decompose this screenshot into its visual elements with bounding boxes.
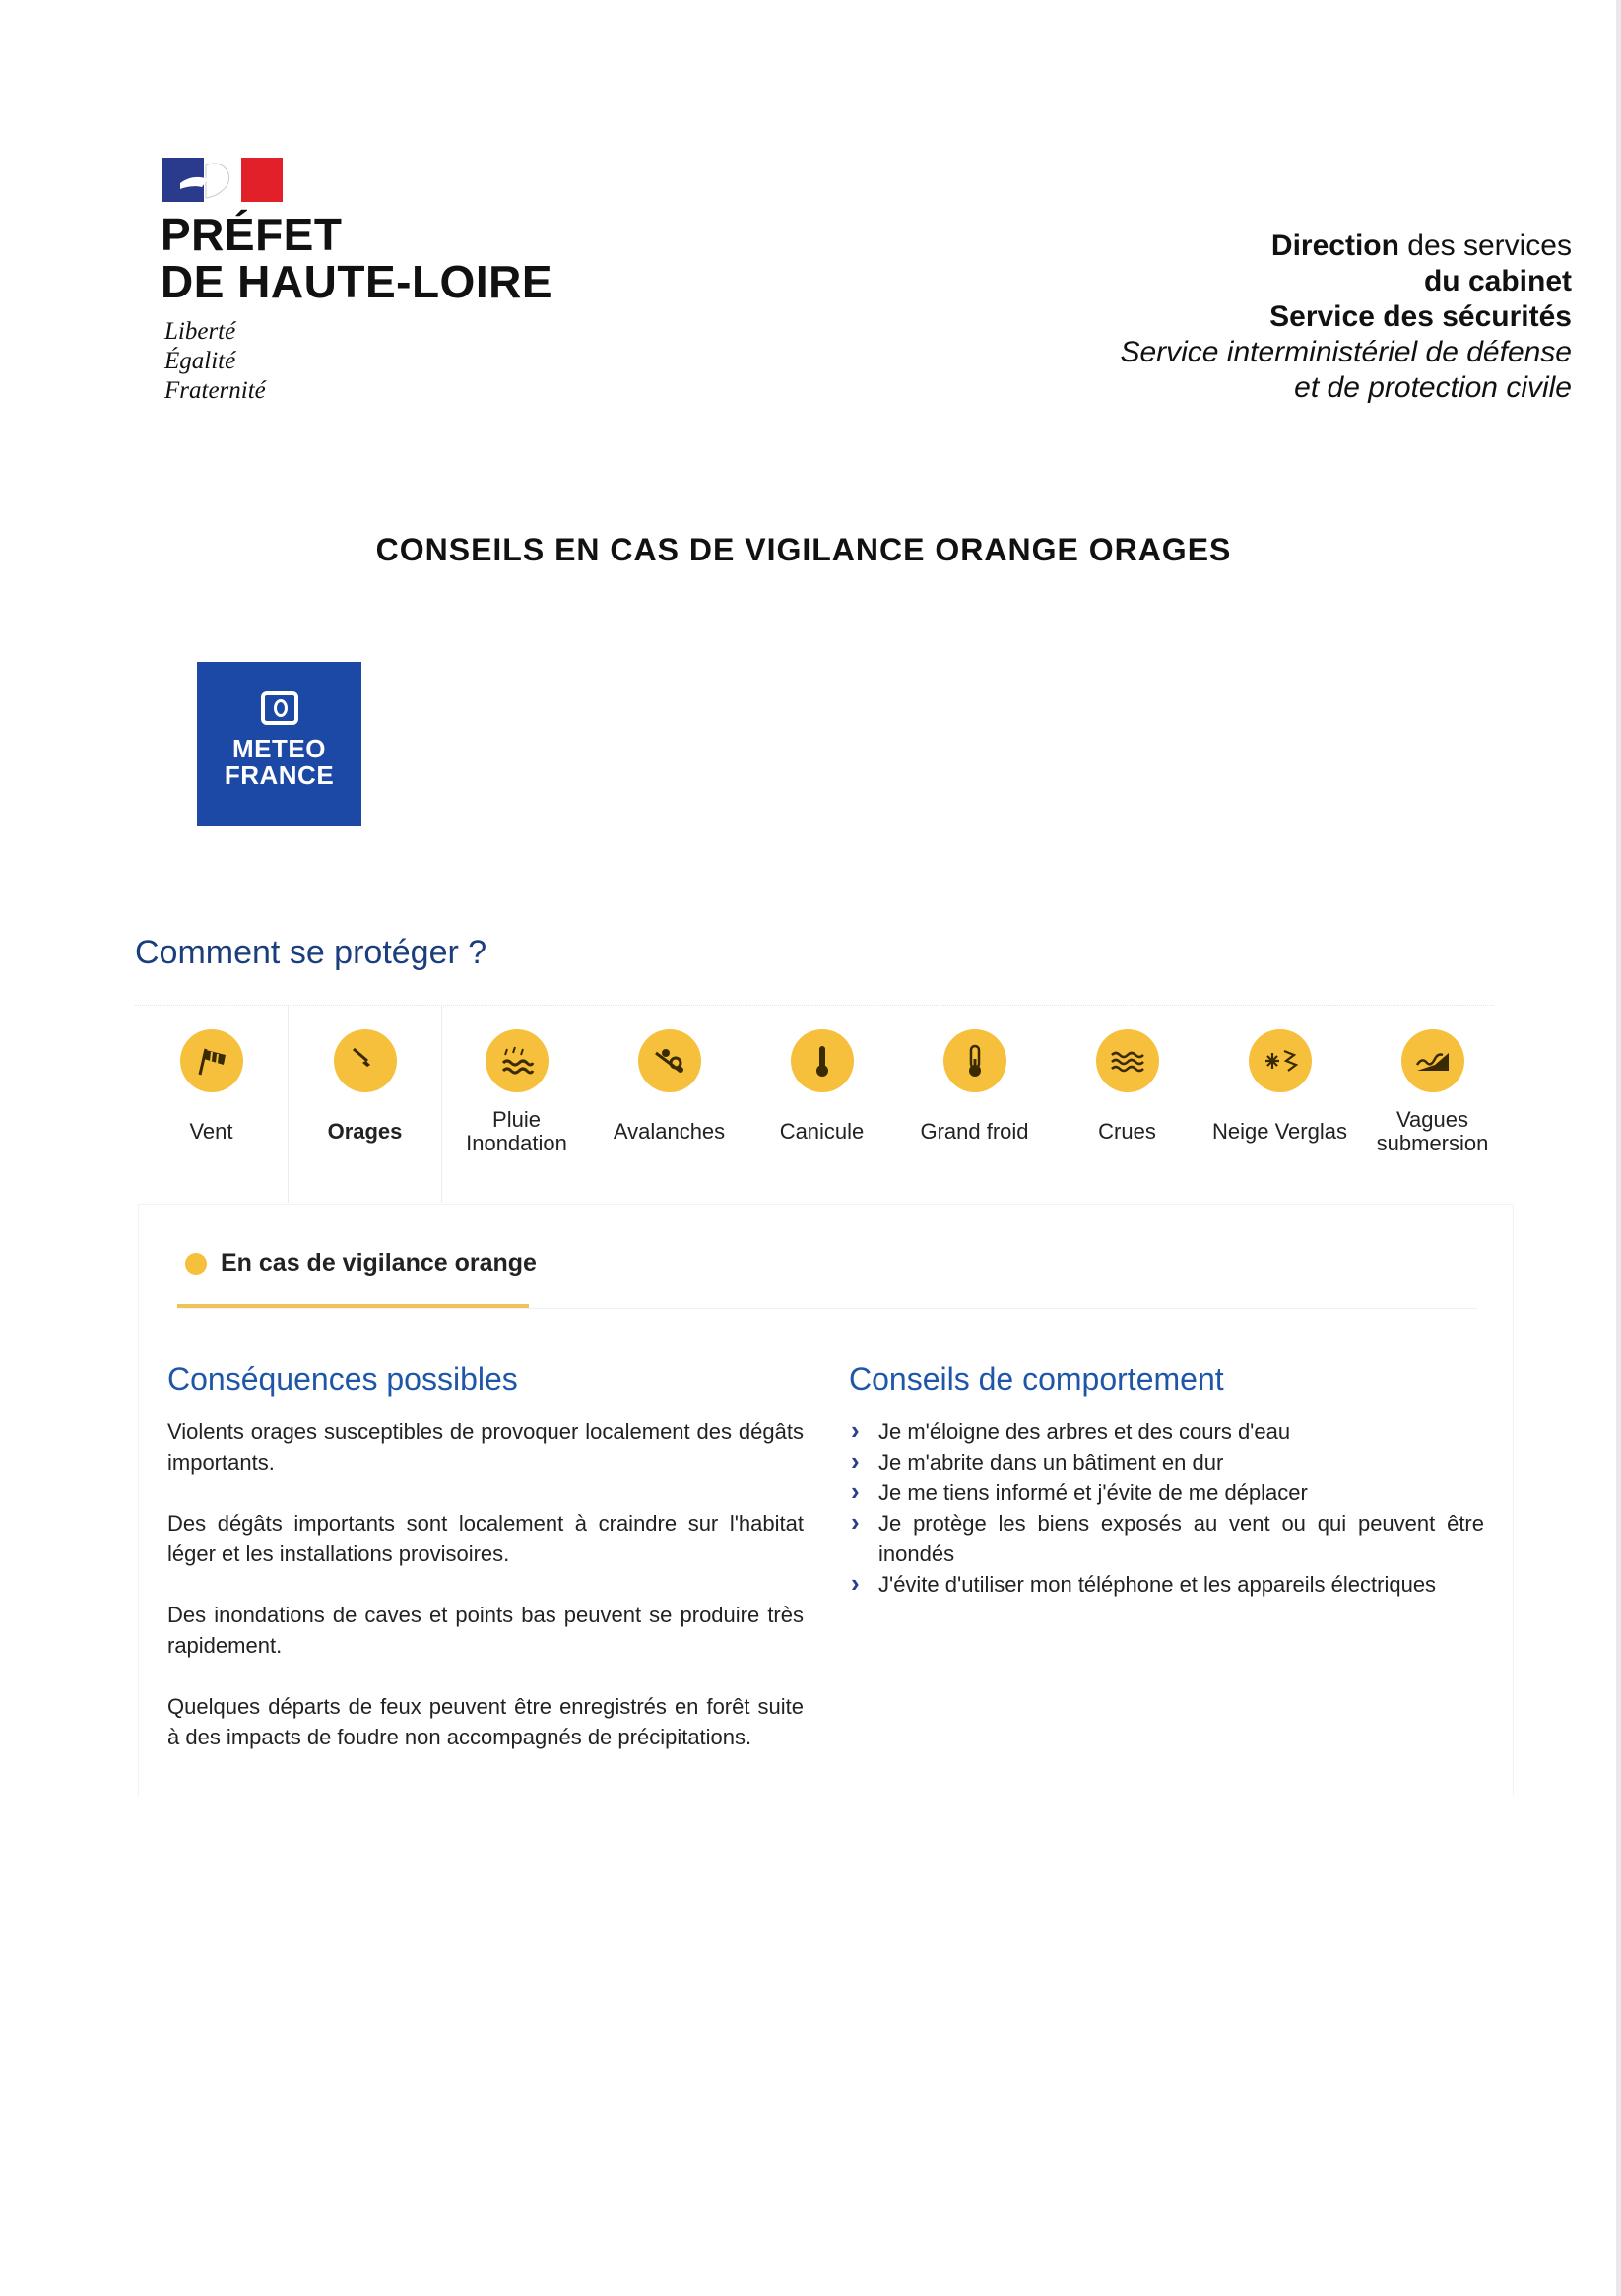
wind-sock-icon (180, 1029, 243, 1092)
vigilance-orange-tab[interactable] (185, 1249, 537, 1278)
tab-label: Vagues submersion (1376, 1107, 1489, 1155)
tab-neige-verglas[interactable] (1203, 1006, 1356, 1203)
tab-avalanches[interactable] (593, 1006, 746, 1203)
consequence-paragraph: Des dégâts importants sont localement à craindre sur l'habitat léger et les installations provisoires. (167, 1511, 804, 1566)
wave-submersion-icon (1401, 1029, 1464, 1092)
thermometer-hot-icon (791, 1029, 854, 1092)
devise-liberte: Liberté (164, 318, 236, 345)
hazard-tabs (135, 1005, 1494, 1203)
list-item: › Je me tiens informé et j'évite de me déplacer (849, 1477, 1484, 1508)
conseils-list (849, 1416, 1484, 1600)
waves-icon (1096, 1029, 1159, 1092)
snow-ice-icon (1249, 1029, 1312, 1092)
tab-vagues-submersion[interactable] (1356, 1006, 1509, 1203)
direction-block (985, 229, 1572, 406)
tab-label: Avalanches (613, 1119, 726, 1144)
consequence-paragraph: Violents orages susceptibles de provoquer localement des dégâts importants. (167, 1419, 804, 1475)
tab-divider (177, 1308, 1477, 1309)
tab-pluie-inondation[interactable] (440, 1006, 593, 1203)
consequence-paragraph: Des inondations de caves et points bas peuvent se produire très rapidement. (167, 1603, 804, 1658)
tab-label: Orages (327, 1119, 403, 1144)
devise-fraternite: Fraternité (164, 377, 266, 404)
prefet-line-1: PRÉFET (161, 209, 343, 260)
vigilance-label: En cas de vigilance orange (221, 1249, 537, 1277)
prefet-line-2: DE HAUTE-LOIRE (161, 256, 552, 307)
list-item: › J'évite d'utiliser mon téléphone et les appareils électriques (849, 1569, 1484, 1600)
scan-edge (1616, 0, 1621, 2296)
tab-grand-froid[interactable] (898, 1006, 1051, 1203)
thermometer-cold-icon (943, 1029, 1006, 1092)
orange-dot-icon (185, 1253, 207, 1275)
consequences-text (167, 1416, 804, 1783)
section-title: Comment se protéger ? (135, 934, 487, 971)
list-item: › Je m'éloigne des arbres et des cours d'eau (849, 1416, 1484, 1447)
conseils-title: Conseils de comportement (849, 1361, 1224, 1397)
document-title: CONSEILS EN CAS DE VIGILANCE ORANGE ORAGES (375, 532, 1232, 567)
direction-line-1: Direction des services (1270, 230, 1572, 262)
tab-label: Neige Verglas (1212, 1119, 1347, 1144)
tab-canicule[interactable] (746, 1006, 898, 1203)
direction-line-2: du cabinet (1423, 265, 1572, 297)
tab-label: Grand froid (920, 1119, 1029, 1144)
tab-label: Canicule (779, 1119, 865, 1144)
direction-line-4: Service interministériel de défense (1120, 336, 1572, 368)
list-item: › Je protège les biens exposés au vent ou qui peuvent être inondés (849, 1508, 1484, 1569)
consequence-paragraph: Quelques départs de feux peuvent être enregistrés en forêt suite à des impacts de foudre non accompagnés de précipitations. (167, 1694, 804, 1749)
meteo-france-mark-icon (261, 691, 298, 725)
meteo-france-brand: METEO FRANCE (224, 734, 335, 790)
devise-egalite: Égalité (164, 348, 236, 374)
tab-label: Vent (189, 1119, 233, 1144)
avalanche-icon (638, 1029, 701, 1092)
rain-flood-icon (486, 1029, 549, 1092)
meteo-france-logo (197, 662, 361, 826)
lightning-icon (334, 1029, 397, 1092)
prefet-heading (161, 211, 552, 305)
list-item: › Je m'abrite dans un bâtiment en dur (849, 1447, 1484, 1477)
tab-label: Pluie Inondation (466, 1107, 567, 1155)
tab-label: Crues (1098, 1119, 1156, 1144)
direction-line-5: et de protection civile (1294, 371, 1572, 404)
direction-line-3: Service des sécurités (1269, 300, 1572, 333)
tab-crues[interactable] (1051, 1006, 1203, 1203)
tab-vent[interactable] (135, 1006, 288, 1203)
marianne-logo (162, 158, 283, 202)
tab-orages[interactable] (288, 1006, 442, 1203)
consequences-title: Conséquences possibles (167, 1361, 518, 1397)
devise (164, 317, 266, 406)
